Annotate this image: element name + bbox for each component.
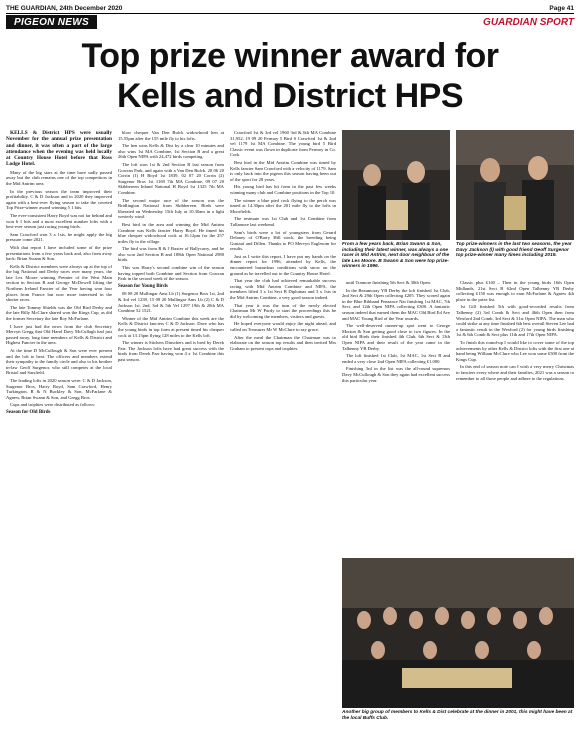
masthead-bar: [6, 2, 574, 14]
paragraph: At the time D McCullough & Son were ever present and the loft to beat. The officers and members extend their sympathy to the family circle and also to his brother in-law Geoff Surgenor, who still competes at the local Bristol and Sarsfield.: [6, 348, 112, 376]
paragraph: The restmate was 1st Club and 1st Combine from Tullamore last weekend.: [230, 216, 336, 227]
section-label: PIGEON NEWS: [6, 15, 97, 29]
paragraph: With that report I have included some of the prize presentations from a few years back and, also from away back: Brian Swann & Son.: [6, 244, 112, 262]
paragraph: The late Tommy Shields was the Old Bird Derby and the late Billy McClure shared won the Kings Cup, as did the former Secretary the late Roy McFarlane.: [6, 304, 112, 322]
paragraph: In the previous season the team improved their profitability. C & D Jackson and in 2020 they improved again with a best-ever flying season to take the coveted Top Prize-winner award winning 5 1 bits.: [6, 188, 112, 211]
paragraph: The leading lofts in 2020 season were: C & D Jackson, Surgenor Bros, Harry Boyd, Sam Crawford, Henry Turkington, R & N Buckley & Son, McFarlane & Agnew, Brian Swann & Son, and Gregg Bros.: [6, 377, 112, 400]
paragraph: Kells & District members were always up at the top of the big National and Derby races over many years, the late Lex Moore winning Premier of the West Main section in Section B and George McDowell lifting the Northern Ireland Fancier of the Year having won four places from France but now more interested in the shorter races.: [6, 263, 112, 303]
headline-line-2: Kells and District HPS: [116, 77, 464, 115]
paragraph: The hen wins Kells & Dist by a clear 10 minutes and also wins 1st MA Combine, 1st Section B and a great 26th Open NIPA with 24,472 birds competing.: [118, 143, 224, 160]
article-column-2: [118, 130, 224, 365]
caption-photo-a: From a few years back, Brian Swann & Son, including their latest winner, was always a one racer in Mid Antrim, next door neighbour of the late Les Moore. B Swann & Son were top prize-winners in 1996.: [342, 242, 450, 270]
paragraph: The ever-consistent Harry Boyd was not far behind and won 6 1 bits and a most excellent number lofts with a best-ever season just racing young birds.: [6, 212, 112, 230]
paragraph: That year the club had achieved remarkable success racing with Mid Antrim Combine and NIPA, the members lifted 3 x 1st Sect B Diplomas and 3 x 1sts in the Mid Antrim Combine, a very good season indeed.: [230, 278, 336, 301]
headline: [6, 36, 574, 116]
paragraph: 08 08 20 Mullingar Ams Lb (1) Surgenor Bros 1st, 2nd & 3rd vel 1239, 15 08 20 Mullingar Ams Lb (2) C & D Jackson 1st, 2nd, 3rd & 5th Vel 1297 19th & 20th MA Combine 52 1521.: [118, 291, 224, 314]
brand-sport: SPORT: [539, 16, 574, 28]
paragraph: Cups and trophies were distributed as follows:: [10, 402, 96, 408]
paragraph: In this end of season note can I wish a very merry Christmas to fanciers every where and their families, 2021 was a season to remember to all those people and adhere to the regulations.: [456, 364, 574, 381]
paragraph: The second major race of the season was the Bridlington National from Skibbereen. Birds were liberated on Wednesday 15th July at 10.30am in a light westerly wind.: [118, 197, 224, 220]
paragraph: Classic plus £140 – Then in the young birds 16th Open Midlands, 21st Sect B 62nd Open Talbenny YB Derby collecting £150 was enough to earn McFarlane & Agnew 4th place in the prize list.: [456, 280, 574, 302]
paragraph: Many of the big stars at the time have sadly passed away but the club remains one of the top competitors in the Mid Antrim area.: [6, 169, 112, 186]
paragraph: The well-deserved runner-up spot went to George Morton & Son getting good close to two figures. In the old bird Birds their finished 4th Club, 6th Sect & 13th Open NIPA and their result of the year came in the Talbenny YB Derby.: [342, 323, 450, 351]
paragraph: 1st Gill finished 5th with good-recorded results from Talbenny (2) 3rd Comb & Sect and 46th Open then from Wexford 2nd Comb, 3rd Sect & 31st Open NIPA. The man who could strike at any time finished 6th best overall Steven Lee had a fantastic result in the Wexford (2) for young birds finishing 1st & 6th Comb & Sect plus 11th and 17th Open NIPA.: [456, 304, 574, 338]
article-column-5: [456, 280, 574, 383]
paragraph: His young bird has hit form in the past few weeks winning many club and Combine positions in the Top 10.: [230, 184, 336, 195]
article-column-3: [230, 130, 336, 353]
paragraph: This was Harry's second combine win of the season having topped both Combine and Section from Gowran Park in the second week of the season.: [118, 265, 224, 282]
paragraph: The loft finished 1st Club, 1st MAC, 1st Sect B and ended a very close 2nd Open NIPA collecting £1,000.: [342, 353, 450, 364]
article-lead: KELLS & District HPS were usually November for the annual prize presentation and dinner, it was often a part of the large attendance when the evening was held locally at Country House Hotel before that Ross Lodge Hotel.: [6, 130, 112, 168]
paragraph: I have just had the news from the club Secretary Mervyn Gregg that Old Hand Davy McCullagh had just passed away, long time members of Kells & District and Highest Fancier in the area.: [6, 323, 112, 346]
paragraph: The winner is Stichers Dinschers and is bred by Derek Parr. The Jackson lofts have had great success with the birds from Derek Parr having won 4 x 1st Combine this past season.: [118, 340, 224, 362]
paragraph: Best bird in the Mid Antrim Combine was timed by Kells fancier Sam Crawford with a velocity of 1179. Sam is only back into the pigeon this season having been out of the sport for 28 years.: [230, 159, 336, 182]
article-column-1: [6, 130, 112, 418]
paragraph: He hoped everyone would enjoy the night ahead, and called on Treasurer Mr W McClure to say grace.: [230, 321, 336, 332]
paragraph: Sam's birds were a lot of youngsters from Gerard Delaney of O'Barry Hill stock, the breeding being Gustaaf and Dillen. Thanks to PO Mervyn Eaglesom for results.: [230, 229, 336, 252]
paragraph: That year it was the turn of the newly elected Chairman Mr W Purdy to start the proceedings this he did by welcoming the members, visitors and guests.: [230, 302, 336, 319]
paragraph: In the Beaumoray YB Derby the loft finished 1st Club, 2nd Sect & 29th Open collecting £205. They scored again in the Blue Ribband Penzance Nat finishing 1st MAC, 7th Sect, and 12th Open NIPA collecting £300. A fantastic season indeed that earned them the MAC Old Bird Ed Ave and MAC Young Bird of the Year awards.: [342, 287, 450, 321]
headline-line-1: Top prize winner award for: [81, 37, 499, 75]
paragraph: blow chequer Van Den Bulck widowhood hen at 15.55pm after the 155 mile fly to his lofts.: [118, 130, 224, 141]
photo-jackson-surgenor: [456, 130, 574, 240]
photo-group-dinner: [342, 558, 574, 708]
paragraph: Just as I write this report, I have put my hands on the dinner report for 1996, attended by Kells, the encountered hazardous conditions with snow on the ground as he travelled out to the Country House Hotel.: [230, 253, 336, 276]
column-4-paragraphs: [342, 280, 450, 383]
article-column-4: [342, 280, 450, 385]
paragraph: Finishing 3rd in the list was the all-round supremos Davy McCullough & Son they again had excellent success this particular year.: [342, 366, 450, 383]
photo-brian-swann: [342, 130, 450, 240]
brand-guardian: GUARDIAN: [483, 16, 537, 28]
column-5-paragraphs: [456, 280, 574, 381]
heading-old-birds: Season for Old Birds: [6, 409, 51, 415]
paragraph: To finish this round-up I would like to cover some of the top achievements by other Kells & District lofts with the first one at hand being William McClure who Lee won some £500 from the Kings Cup.: [456, 339, 575, 362]
paragraph: Sam Crawford won 3 x 1sts, he might apply the big pressure come 2021.: [6, 231, 112, 243]
column-2b-paragraphs: [118, 291, 224, 362]
paragraph: The bird was from R & J Baxter of Ballycarry, and he also won 2nd Section B and 188th Open National 2980 birds.: [118, 246, 224, 263]
article-body: [6, 130, 574, 726]
paragraph: The winner a blue pied cock flying to the perch was timed at 14.30pm after the 201 mile fly to the lofts in Moorfields.: [230, 197, 336, 214]
heading-young-birds: Season for Young Birds: [118, 283, 168, 289]
paragraph: The loft won 1st & 2nd Section B last season from Gowran Park, and again with a Van Den Bulck. 20 06 20 Corrin (1) H Boyd 1st 1839, 02 07 20 Corrin (2) Surgenor Bros 1st 1169 7th MA Combine, 09 07 20 Skibbereen Inland National H Boyd 1st 1325 7th MA Combine.: [118, 161, 224, 195]
paragraph: After the meal the Chairman the Chairman was to elaborate on the season top results and then invited Mrs Graham to present cups and trophies.: [230, 334, 336, 351]
paragraph: Winner of the Mid Antrim Combine this week are the Kells & District fanciers C & D Jackson. Dave who has the young birds in top form at present timed his chequer cock at 13.13pm flying 128 miles to the Kells loft.: [118, 315, 224, 338]
section-bar: [6, 15, 574, 29]
caption-photo-b: Top prize-winners in the last two seasons, the year Davy Jackson (l) with good friend Geoff Surgenor top prize-winner many times including 2019.: [456, 242, 572, 259]
paragraph: until Tramore finishing 5th Sect & 30th Open.: [346, 280, 431, 285]
page-number: Page 41: [549, 4, 574, 12]
column-2-paragraphs: [118, 130, 224, 282]
column-1-paragraphs: [6, 170, 112, 408]
caption-photo-c: Another big group of members to Kells & Dist celebrate at the dinner in 2001, this might have been at the local Buffs Club.: [342, 710, 573, 721]
paragraph: Best bird in the area and winning the Mid Antrim Combine was Kells fancier Harry Boyd. He timed his blue chequer widowhood cock at 16.12pm for the 257 miles fly to the village.: [118, 221, 224, 244]
paragraph: Crawford 1st & 3rd vel 1960 3rd & 6th MA Combine 31,952, 19 09 20 Fermoy 5 Bird S Crawford 1st & 2nd vel 1179 1st MA Combine. The young bird 5 Bird Classic event was flown in duplicate from Fermoy in Co. Cork.: [230, 130, 336, 158]
brand-logo: [483, 17, 574, 28]
masthead-rule: [6, 13, 574, 14]
column-3-paragraphs: [230, 130, 336, 351]
paper-date: THE GUARDIAN, 24th December 2020: [6, 4, 123, 12]
